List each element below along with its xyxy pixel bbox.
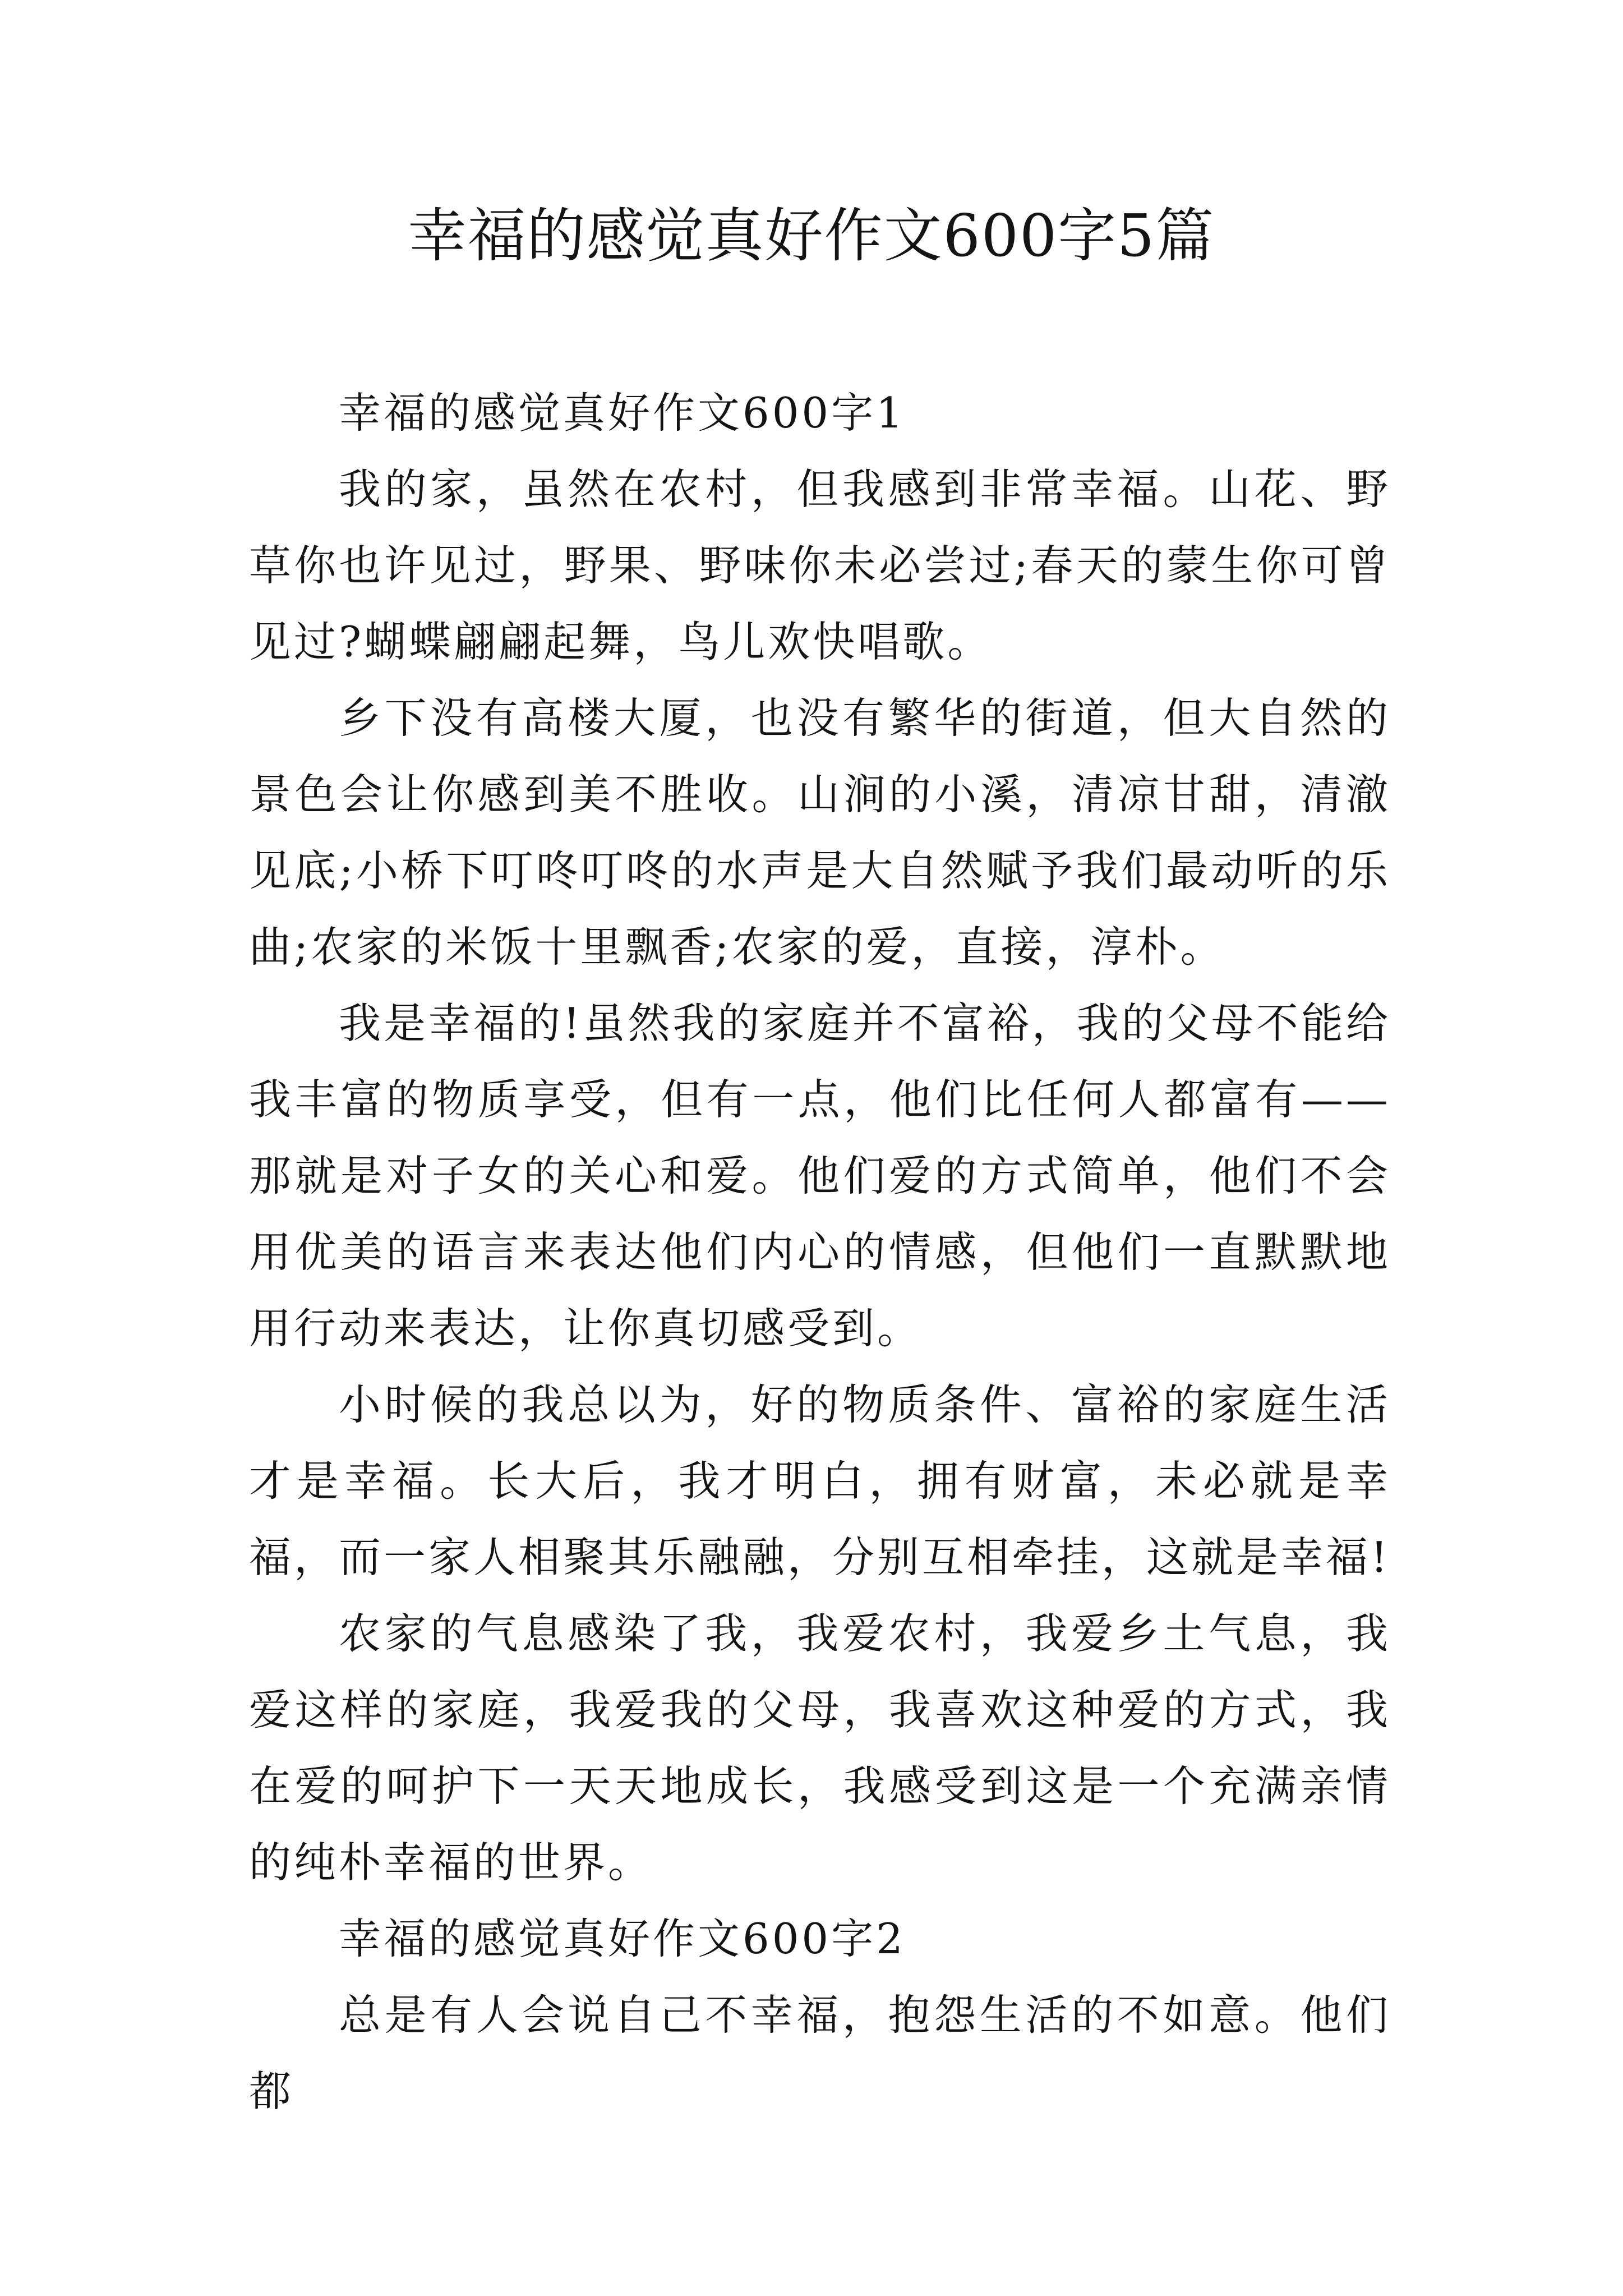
paragraph: 小时候的我总以为，好的物质条件、富裕的家庭生活才是幸福。长大后，我才明白，拥有财富，未必就是幸福，而一家人相聚其乐融融，分别互相牵挂，这就是幸福!: [249, 1380, 1391, 1582]
paragraph: 我是幸福的!虽然我的家庭并不富裕，我的父母不能给我丰富的物质享受，但有一点，他们比任何人都富有——那就是对子女的关心和爱。他们爱的方式简单，他们不会用优美的语言来表达他们内心的情感，但他们一直默默地用行动来表达，让你真切感受到。: [249, 999, 1391, 1353]
document-body: [249, 375, 1391, 2129]
section-heading-1: 幸福的感觉真好作文600字1: [339, 388, 906, 438]
document-title: 幸福的感觉真好作文600字5篇: [408, 201, 1215, 270]
paragraph: 总是有人会说自己不幸福，抱怨生活的不如意。他们都: [249, 1990, 1391, 2116]
section-heading-2: 幸福的感觉真好作文600字2: [339, 1914, 906, 1963]
paragraph: 我的家，虽然在农村，但我感到非常幸福。山花、野草你也许见过，野果、野味你未必尝过;春天的蒙生你可曾见过?蝴蝶翩翩起舞，鸟儿欢快唱歌。: [249, 464, 1391, 666]
paragraph: 乡下没有高楼大厦，也没有繁华的街道，但大自然的景色会让你感到美不胜收。山涧的小溪，清凉甘甜，清澈见底;小桥下叮咚叮咚的水声是大自然赋予我们最动听的乐曲;农家的米饭十里飘香;农家的爱，直接，淳朴。: [249, 693, 1391, 972]
paragraph: 农家的气息感染了我，我爱农村，我爱乡土气息，我爱这样的家庭，我爱我的父母，我喜欢这种爱的方式，我在爱的呵护下一天天地成长，我感受到这是一个充满亲情的纯朴幸福的世界。: [249, 1609, 1391, 1887]
